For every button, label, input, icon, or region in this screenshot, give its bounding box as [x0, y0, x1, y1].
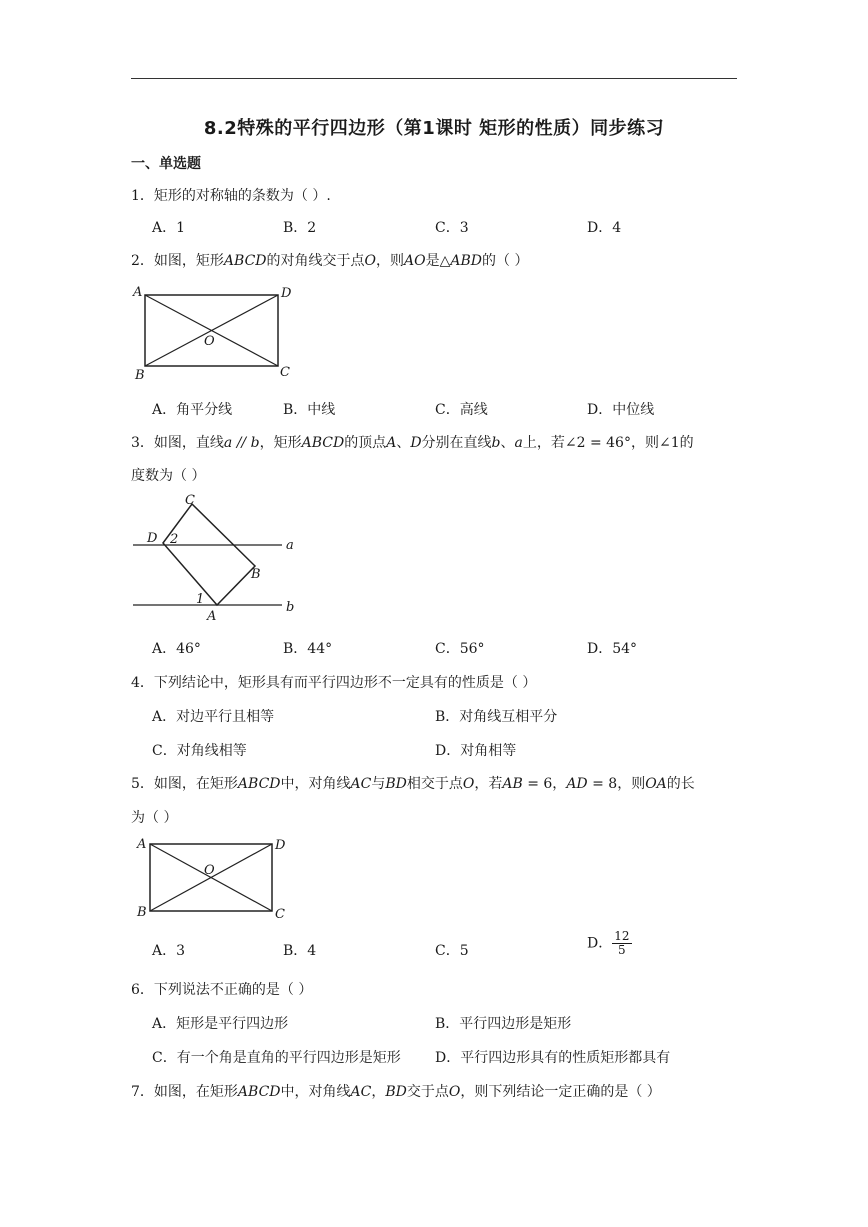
label-A: A	[133, 285, 143, 300]
label-C: C	[185, 493, 195, 508]
math-OA: OA	[645, 776, 667, 792]
math-AO: AO	[404, 253, 426, 269]
q2-option-a: A．角平分线	[152, 402, 233, 418]
q2-option-d: D．中位线	[587, 402, 655, 418]
question-text: 的对角线交于点	[266, 253, 365, 269]
question-text: 的（ ）	[482, 253, 529, 269]
label-B: B	[251, 567, 261, 582]
question-3	[131, 432, 694, 452]
math-ABCD: ABCD	[301, 435, 345, 451]
question-number: 4．	[131, 675, 154, 691]
label-line-a: a	[286, 538, 294, 553]
question-text: ，若	[474, 776, 503, 792]
fraction-denominator: 5	[618, 943, 626, 957]
math-O: O	[448, 1084, 461, 1100]
math-ABCD: ABCD	[223, 253, 267, 269]
label-C: C	[275, 907, 285, 922]
q5-rectangle-figure	[130, 832, 300, 924]
question-text: 如图，矩形	[153, 253, 224, 269]
math-BD: BD	[385, 776, 407, 792]
question-text: 上，若∠2 = 46°，则∠1的	[522, 435, 694, 451]
question-text: 如图，在矩形	[153, 1084, 238, 1100]
option-letter: D．	[587, 935, 613, 952]
fraction-numerator: 12	[614, 929, 630, 943]
question-4	[131, 672, 536, 692]
q1-option-d: D．4	[587, 220, 622, 236]
question-text: 矩形的对称轴的条数为（ ）.	[153, 188, 331, 204]
math-O: O	[364, 253, 377, 269]
question-text: 、	[396, 435, 411, 451]
math-AC: AC	[350, 1084, 372, 1100]
q5-option-b: B．4	[283, 943, 317, 959]
question-text: 中，对角线	[280, 776, 351, 792]
label-D: D	[147, 531, 158, 546]
label-A: A	[137, 837, 147, 852]
q1-option-c: C．3	[435, 220, 469, 236]
question-number: 6．	[131, 982, 154, 998]
question-number: 1．	[131, 188, 154, 204]
math-ABCD: ABCD	[237, 1084, 281, 1100]
question-number: 7．	[131, 1084, 154, 1100]
q2-option-b: B．中线	[283, 402, 336, 418]
question-text: 相交于点	[406, 776, 463, 792]
question-number: 3．	[131, 435, 154, 451]
question-text: ，矩形	[259, 435, 302, 451]
q3-option-b: B．44°	[283, 641, 333, 657]
q3-option-a: A．46°	[152, 641, 201, 657]
question-text: ，则下列结论一定正确的是（ ）	[460, 1084, 661, 1100]
question-7	[131, 1081, 661, 1101]
question-text: 中，对角线	[280, 1084, 351, 1100]
question-text: 下列说法不正确的是（ ）	[153, 982, 313, 998]
q1-option-a: A．1	[152, 220, 186, 236]
math-a-parallel-b: a // b	[223, 435, 260, 451]
fraction	[612, 930, 631, 957]
q5-option-a: A．3	[152, 943, 186, 959]
question-text: ，	[371, 1084, 386, 1100]
q1-option-b: B．2	[283, 220, 317, 236]
question-text: ，则	[376, 253, 405, 269]
question-text: = 8，则	[587, 776, 646, 792]
label-line-b: b	[286, 600, 295, 615]
question-text: 如图，直线	[153, 435, 224, 451]
q5-option-c: C．5	[435, 943, 469, 959]
question-text: 的顶点	[344, 435, 387, 451]
label-D: D	[275, 838, 286, 853]
q3-option-d: D．54°	[587, 641, 638, 657]
question-5	[131, 773, 695, 793]
question-number: 5．	[131, 776, 154, 792]
question-text: 交于点	[406, 1084, 449, 1100]
math-AD: AD	[566, 776, 588, 792]
label-B: B	[135, 368, 145, 382]
question-number: 2．	[131, 253, 154, 269]
label-C: C	[280, 365, 290, 380]
q6-option-b: B．平行四边形是矩形	[435, 1016, 572, 1032]
q5-option-d	[587, 930, 632, 957]
label-A: A	[207, 609, 217, 624]
question-3-line-2: 度数为（ ）	[131, 468, 206, 484]
math-ABD: ABD	[450, 253, 483, 269]
header-rule	[131, 78, 737, 79]
label-O: O	[204, 334, 215, 349]
q4-option-a: A．对边平行且相等	[152, 709, 275, 725]
label-B: B	[137, 905, 147, 920]
label-angle-1: 1	[196, 592, 205, 607]
question-text: 分别在直线	[421, 435, 492, 451]
question-text: 的长	[666, 776, 695, 792]
q2-rectangle-figure	[130, 282, 300, 382]
question-text: 是△	[425, 253, 451, 269]
q4-option-c: C．对角线相等	[152, 743, 247, 759]
math-AC: AC	[350, 776, 372, 792]
math-a: a	[514, 435, 523, 451]
page-title: 8.2特殊的平行四边形（第1课时 矩形的性质）同步练习	[203, 118, 665, 139]
q4-option-b: B．对角线互相平分	[435, 709, 558, 725]
question-text: 如图，在矩形	[153, 776, 238, 792]
math-A: A	[386, 435, 397, 451]
question-6	[131, 979, 312, 999]
q6-option-d: D．平行四边形具有的性质矩形都具有	[435, 1050, 671, 1066]
q6-option-a: A．矩形是平行四边形	[152, 1016, 289, 1032]
q6-option-c: C．有一个角是直角的平行四边形是矩形	[152, 1050, 401, 1066]
label-D: D	[281, 286, 292, 301]
question-text: 下列结论中，矩形具有而平行四边形不一定具有的性质是（ ）	[153, 675, 537, 691]
question-text: 与	[371, 776, 386, 792]
question-text: = 6，	[522, 776, 567, 792]
question-1	[131, 185, 331, 205]
math-BD: BD	[385, 1084, 407, 1100]
section-heading: 一、单选题	[131, 156, 201, 172]
math-O: O	[462, 776, 475, 792]
label-angle-2: 2	[170, 532, 179, 547]
question-2	[131, 250, 528, 270]
math-D: D	[410, 435, 422, 451]
q3-option-c: C．56°	[435, 641, 485, 657]
math-AB: AB	[502, 776, 523, 792]
question-text: 、	[500, 435, 515, 451]
q3-parallel-lines-figure	[130, 490, 310, 625]
label-O: O	[204, 863, 215, 878]
math-ABCD: ABCD	[237, 776, 281, 792]
math-b: b	[491, 435, 501, 451]
q4-option-d: D．对角相等	[435, 743, 517, 759]
q2-option-c: C．高线	[435, 402, 488, 418]
question-5-line-2: 为（ ）	[131, 810, 178, 826]
